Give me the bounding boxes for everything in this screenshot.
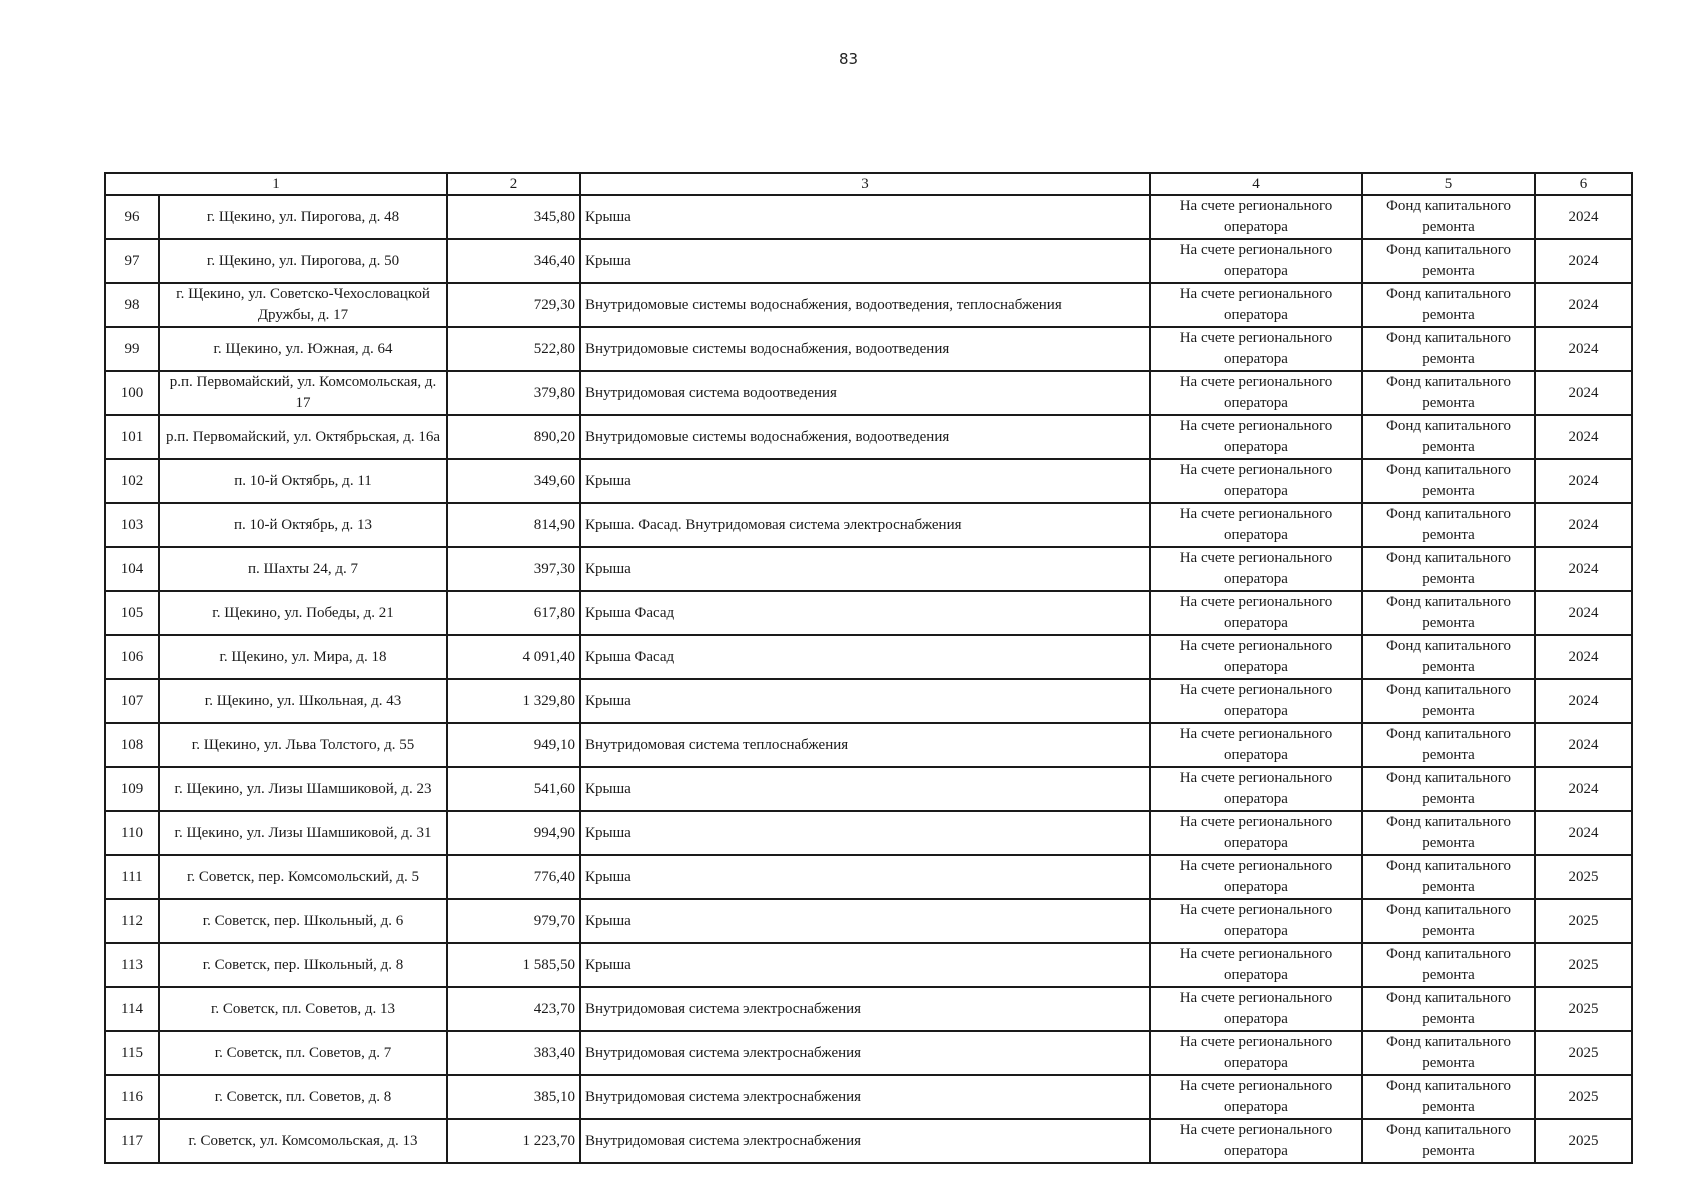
address-cell: г. Щекино, ул. Льва Толстого, д. 55 [159, 723, 447, 767]
year-cell: 2024 [1535, 547, 1632, 591]
area-cell: 4 091,40 [447, 635, 580, 679]
works-cell: Крыша [580, 811, 1150, 855]
table-row [105, 767, 1632, 811]
area-cell: 383,40 [447, 1031, 580, 1075]
works-cell: Крыша [580, 459, 1150, 503]
area-cell: 379,80 [447, 371, 580, 415]
table-row [105, 283, 1632, 327]
year-cell: 2024 [1535, 371, 1632, 415]
table-row [105, 723, 1632, 767]
row-number: 112 [105, 899, 159, 943]
area-cell: 541,60 [447, 767, 580, 811]
area-cell: 349,60 [447, 459, 580, 503]
area-cell: 729,30 [447, 283, 580, 327]
fund-method-cell: На счете регионального оператора [1150, 371, 1362, 415]
table-row [105, 547, 1632, 591]
table-row [105, 503, 1632, 547]
fund-method-cell: На счете регионального оператора [1150, 943, 1362, 987]
fund-method-cell: На счете регионального оператора [1150, 1075, 1362, 1119]
row-number: 96 [105, 195, 159, 239]
address-cell: г. Советск, пл. Советов, д. 13 [159, 987, 447, 1031]
year-cell: 2024 [1535, 503, 1632, 547]
works-cell: Внутридомовая система теплоснабжения [580, 723, 1150, 767]
table-row [105, 899, 1632, 943]
fund-method-cell: На счете регионального оператора [1150, 987, 1362, 1031]
fund-method-cell: На счете регионального оператора [1150, 239, 1362, 283]
address-cell: п. Шахты 24, д. 7 [159, 547, 447, 591]
works-cell: Внутридомовая система электроснабжения [580, 1119, 1150, 1163]
row-number: 116 [105, 1075, 159, 1119]
works-cell: Внутридомовая система электроснабжения [580, 987, 1150, 1031]
works-cell: Крыша. Фасад. Внутридомовая система электроснабжения [580, 503, 1150, 547]
funding-source-cell: Фонд капитального ремонта [1362, 811, 1535, 855]
column-number-row [105, 173, 1632, 195]
table-row [105, 1119, 1632, 1163]
year-cell: 2024 [1535, 239, 1632, 283]
row-number: 102 [105, 459, 159, 503]
fund-method-cell: На счете регионального оператора [1150, 1031, 1362, 1075]
column-header-2: 2 [447, 173, 580, 195]
address-cell: г. Советск, пл. Советов, д. 7 [159, 1031, 447, 1075]
year-cell: 2025 [1535, 1075, 1632, 1119]
address-cell: г. Щекино, ул. Пирогова, д. 50 [159, 239, 447, 283]
table-row [105, 1075, 1632, 1119]
table-row [105, 415, 1632, 459]
funding-source-cell: Фонд капитального ремонта [1362, 195, 1535, 239]
row-number: 107 [105, 679, 159, 723]
column-header-1: 1 [105, 173, 447, 195]
works-cell: Внутридомовые системы водоснабжения, водоотведения [580, 327, 1150, 371]
year-cell: 2025 [1535, 1031, 1632, 1075]
funding-source-cell: Фонд капитального ремонта [1362, 371, 1535, 415]
area-cell: 776,40 [447, 855, 580, 899]
column-header-5: 5 [1362, 173, 1535, 195]
table-row [105, 239, 1632, 283]
works-cell: Крыша Фасад [580, 591, 1150, 635]
fund-method-cell: На счете регионального оператора [1150, 855, 1362, 899]
fund-method-cell: На счете регионального оператора [1150, 591, 1362, 635]
row-number: 97 [105, 239, 159, 283]
works-cell: Крыша [580, 855, 1150, 899]
table-row [105, 987, 1632, 1031]
funding-source-cell: Фонд капитального ремонта [1362, 1075, 1535, 1119]
fund-method-cell: На счете регионального оператора [1150, 547, 1362, 591]
funding-source-cell: Фонд капитального ремонта [1362, 679, 1535, 723]
funding-source-cell: Фонд капитального ремонта [1362, 1031, 1535, 1075]
table-row [105, 855, 1632, 899]
area-cell: 1 585,50 [447, 943, 580, 987]
column-header-6: 6 [1535, 173, 1632, 195]
row-number: 104 [105, 547, 159, 591]
address-cell: г. Щекино, ул. Советско-Чехословацкой Дружбы, д. 17 [159, 283, 447, 327]
address-cell: п. 10-й Октябрь, д. 11 [159, 459, 447, 503]
fund-method-cell: На счете регионального оператора [1150, 327, 1362, 371]
table-row [105, 635, 1632, 679]
row-number: 114 [105, 987, 159, 1031]
row-number: 111 [105, 855, 159, 899]
area-cell: 385,10 [447, 1075, 580, 1119]
row-number: 101 [105, 415, 159, 459]
funding-source-cell: Фонд капитального ремонта [1362, 723, 1535, 767]
funding-source-cell: Фонд капитального ремонта [1362, 635, 1535, 679]
fund-method-cell: На счете регионального оператора [1150, 635, 1362, 679]
row-number: 98 [105, 283, 159, 327]
area-cell: 346,40 [447, 239, 580, 283]
funding-source-cell: Фонд капитального ремонта [1362, 855, 1535, 899]
row-number: 106 [105, 635, 159, 679]
address-cell: г. Советск, пер. Комсомольский, д. 5 [159, 855, 447, 899]
funding-source-cell: Фонд капитального ремонта [1362, 283, 1535, 327]
area-cell: 617,80 [447, 591, 580, 635]
funding-source-cell: Фонд капитального ремонта [1362, 547, 1535, 591]
address-cell: г. Щекино, ул. Лизы Шамшиковой, д. 23 [159, 767, 447, 811]
works-cell: Внутридомовая система водоотведения [580, 371, 1150, 415]
table-row [105, 371, 1632, 415]
works-cell: Крыша [580, 943, 1150, 987]
works-cell: Внутридомовая система электроснабжения [580, 1031, 1150, 1075]
year-cell: 2025 [1535, 1119, 1632, 1163]
year-cell: 2024 [1535, 459, 1632, 503]
address-cell: г. Советск, пер. Школьный, д. 6 [159, 899, 447, 943]
year-cell: 2024 [1535, 679, 1632, 723]
year-cell: 2025 [1535, 899, 1632, 943]
year-cell: 2024 [1535, 195, 1632, 239]
area-cell: 1 223,70 [447, 1119, 580, 1163]
fund-method-cell: На счете регионального оператора [1150, 811, 1362, 855]
row-number: 117 [105, 1119, 159, 1163]
address-cell: г. Щекино, ул. Школьная, д. 43 [159, 679, 447, 723]
area-cell: 994,90 [447, 811, 580, 855]
works-cell: Крыша [580, 239, 1150, 283]
funding-source-cell: Фонд капитального ремонта [1362, 459, 1535, 503]
funding-source-cell: Фонд капитального ремонта [1362, 767, 1535, 811]
address-cell: р.п. Первомайский, ул. Комсомольская, д. 17 [159, 371, 447, 415]
fund-method-cell: На счете регионального оператора [1150, 767, 1362, 811]
year-cell: 2024 [1535, 415, 1632, 459]
repair-register-table [104, 172, 1633, 1164]
funding-source-cell: Фонд капитального ремонта [1362, 987, 1535, 1031]
funding-source-cell: Фонд капитального ремонта [1362, 1119, 1535, 1163]
year-cell: 2024 [1535, 327, 1632, 371]
works-cell: Внутридомовые системы водоснабжения, водоотведения, теплоснабжения [580, 283, 1150, 327]
area-cell: 949,10 [447, 723, 580, 767]
funding-source-cell: Фонд капитального ремонта [1362, 899, 1535, 943]
works-cell: Крыша [580, 195, 1150, 239]
row-number: 108 [105, 723, 159, 767]
area-cell: 345,80 [447, 195, 580, 239]
fund-method-cell: На счете регионального оператора [1150, 899, 1362, 943]
year-cell: 2024 [1535, 635, 1632, 679]
address-cell: г. Щекино, ул. Мира, д. 18 [159, 635, 447, 679]
area-cell: 814,90 [447, 503, 580, 547]
row-number: 103 [105, 503, 159, 547]
year-cell: 2024 [1535, 283, 1632, 327]
area-cell: 1 329,80 [447, 679, 580, 723]
table-body [105, 195, 1632, 1163]
table-row [105, 327, 1632, 371]
area-cell: 522,80 [447, 327, 580, 371]
year-cell: 2024 [1535, 811, 1632, 855]
works-cell: Крыша [580, 767, 1150, 811]
column-header-4: 4 [1150, 173, 1362, 195]
works-cell: Крыша [580, 899, 1150, 943]
table-row [105, 591, 1632, 635]
address-cell: р.п. Первомайский, ул. Октябрьская, д. 16а [159, 415, 447, 459]
page-number: 83 [838, 50, 859, 68]
fund-method-cell: На счете регионального оператора [1150, 283, 1362, 327]
funding-source-cell: Фонд капитального ремонта [1362, 943, 1535, 987]
year-cell: 2025 [1535, 943, 1632, 987]
column-header-3: 3 [580, 173, 1150, 195]
works-cell: Внутридомовая система электроснабжения [580, 1075, 1150, 1119]
area-cell: 397,30 [447, 547, 580, 591]
address-cell: г. Щекино, ул. Южная, д. 64 [159, 327, 447, 371]
funding-source-cell: Фонд капитального ремонта [1362, 327, 1535, 371]
row-number: 109 [105, 767, 159, 811]
table-row [105, 1031, 1632, 1075]
fund-method-cell: На счете регионального оператора [1150, 415, 1362, 459]
year-cell: 2025 [1535, 855, 1632, 899]
area-cell: 423,70 [447, 987, 580, 1031]
table-row [105, 811, 1632, 855]
funding-source-cell: Фонд капитального ремонта [1362, 239, 1535, 283]
row-number: 110 [105, 811, 159, 855]
row-number: 115 [105, 1031, 159, 1075]
address-cell: г. Советск, пл. Советов, д. 8 [159, 1075, 447, 1119]
address-cell: г. Щекино, ул. Лизы Шамшиковой, д. 31 [159, 811, 447, 855]
address-cell: г. Щекино, ул. Пирогова, д. 48 [159, 195, 447, 239]
table-row [105, 459, 1632, 503]
fund-method-cell: На счете регионального оператора [1150, 195, 1362, 239]
works-cell: Внутридомовые системы водоснабжения, водоотведения [580, 415, 1150, 459]
row-number: 105 [105, 591, 159, 635]
area-cell: 890,20 [447, 415, 580, 459]
year-cell: 2024 [1535, 723, 1632, 767]
table-row [105, 943, 1632, 987]
year-cell: 2024 [1535, 591, 1632, 635]
address-cell: г. Советск, ул. Комсомольская, д. 13 [159, 1119, 447, 1163]
funding-source-cell: Фонд капитального ремонта [1362, 591, 1535, 635]
row-number: 99 [105, 327, 159, 371]
fund-method-cell: На счете регионального оператора [1150, 459, 1362, 503]
fund-method-cell: На счете регионального оператора [1150, 1119, 1362, 1163]
row-number: 100 [105, 371, 159, 415]
address-cell: г. Щекино, ул. Победы, д. 21 [159, 591, 447, 635]
works-cell: Крыша [580, 547, 1150, 591]
fund-method-cell: На счете регионального оператора [1150, 723, 1362, 767]
address-cell: г. Советск, пер. Школьный, д. 8 [159, 943, 447, 987]
row-number: 113 [105, 943, 159, 987]
funding-source-cell: Фонд капитального ремонта [1362, 503, 1535, 547]
fund-method-cell: На счете регионального оператора [1150, 503, 1362, 547]
year-cell: 2025 [1535, 987, 1632, 1031]
works-cell: Крыша [580, 679, 1150, 723]
table-row [105, 679, 1632, 723]
table-header [105, 173, 1632, 195]
funding-source-cell: Фонд капитального ремонта [1362, 415, 1535, 459]
fund-method-cell: На счете регионального оператора [1150, 679, 1362, 723]
table-row [105, 195, 1632, 239]
area-cell: 979,70 [447, 899, 580, 943]
address-cell: п. 10-й Октябрь, д. 13 [159, 503, 447, 547]
works-cell: Крыша Фасад [580, 635, 1150, 679]
year-cell: 2024 [1535, 767, 1632, 811]
